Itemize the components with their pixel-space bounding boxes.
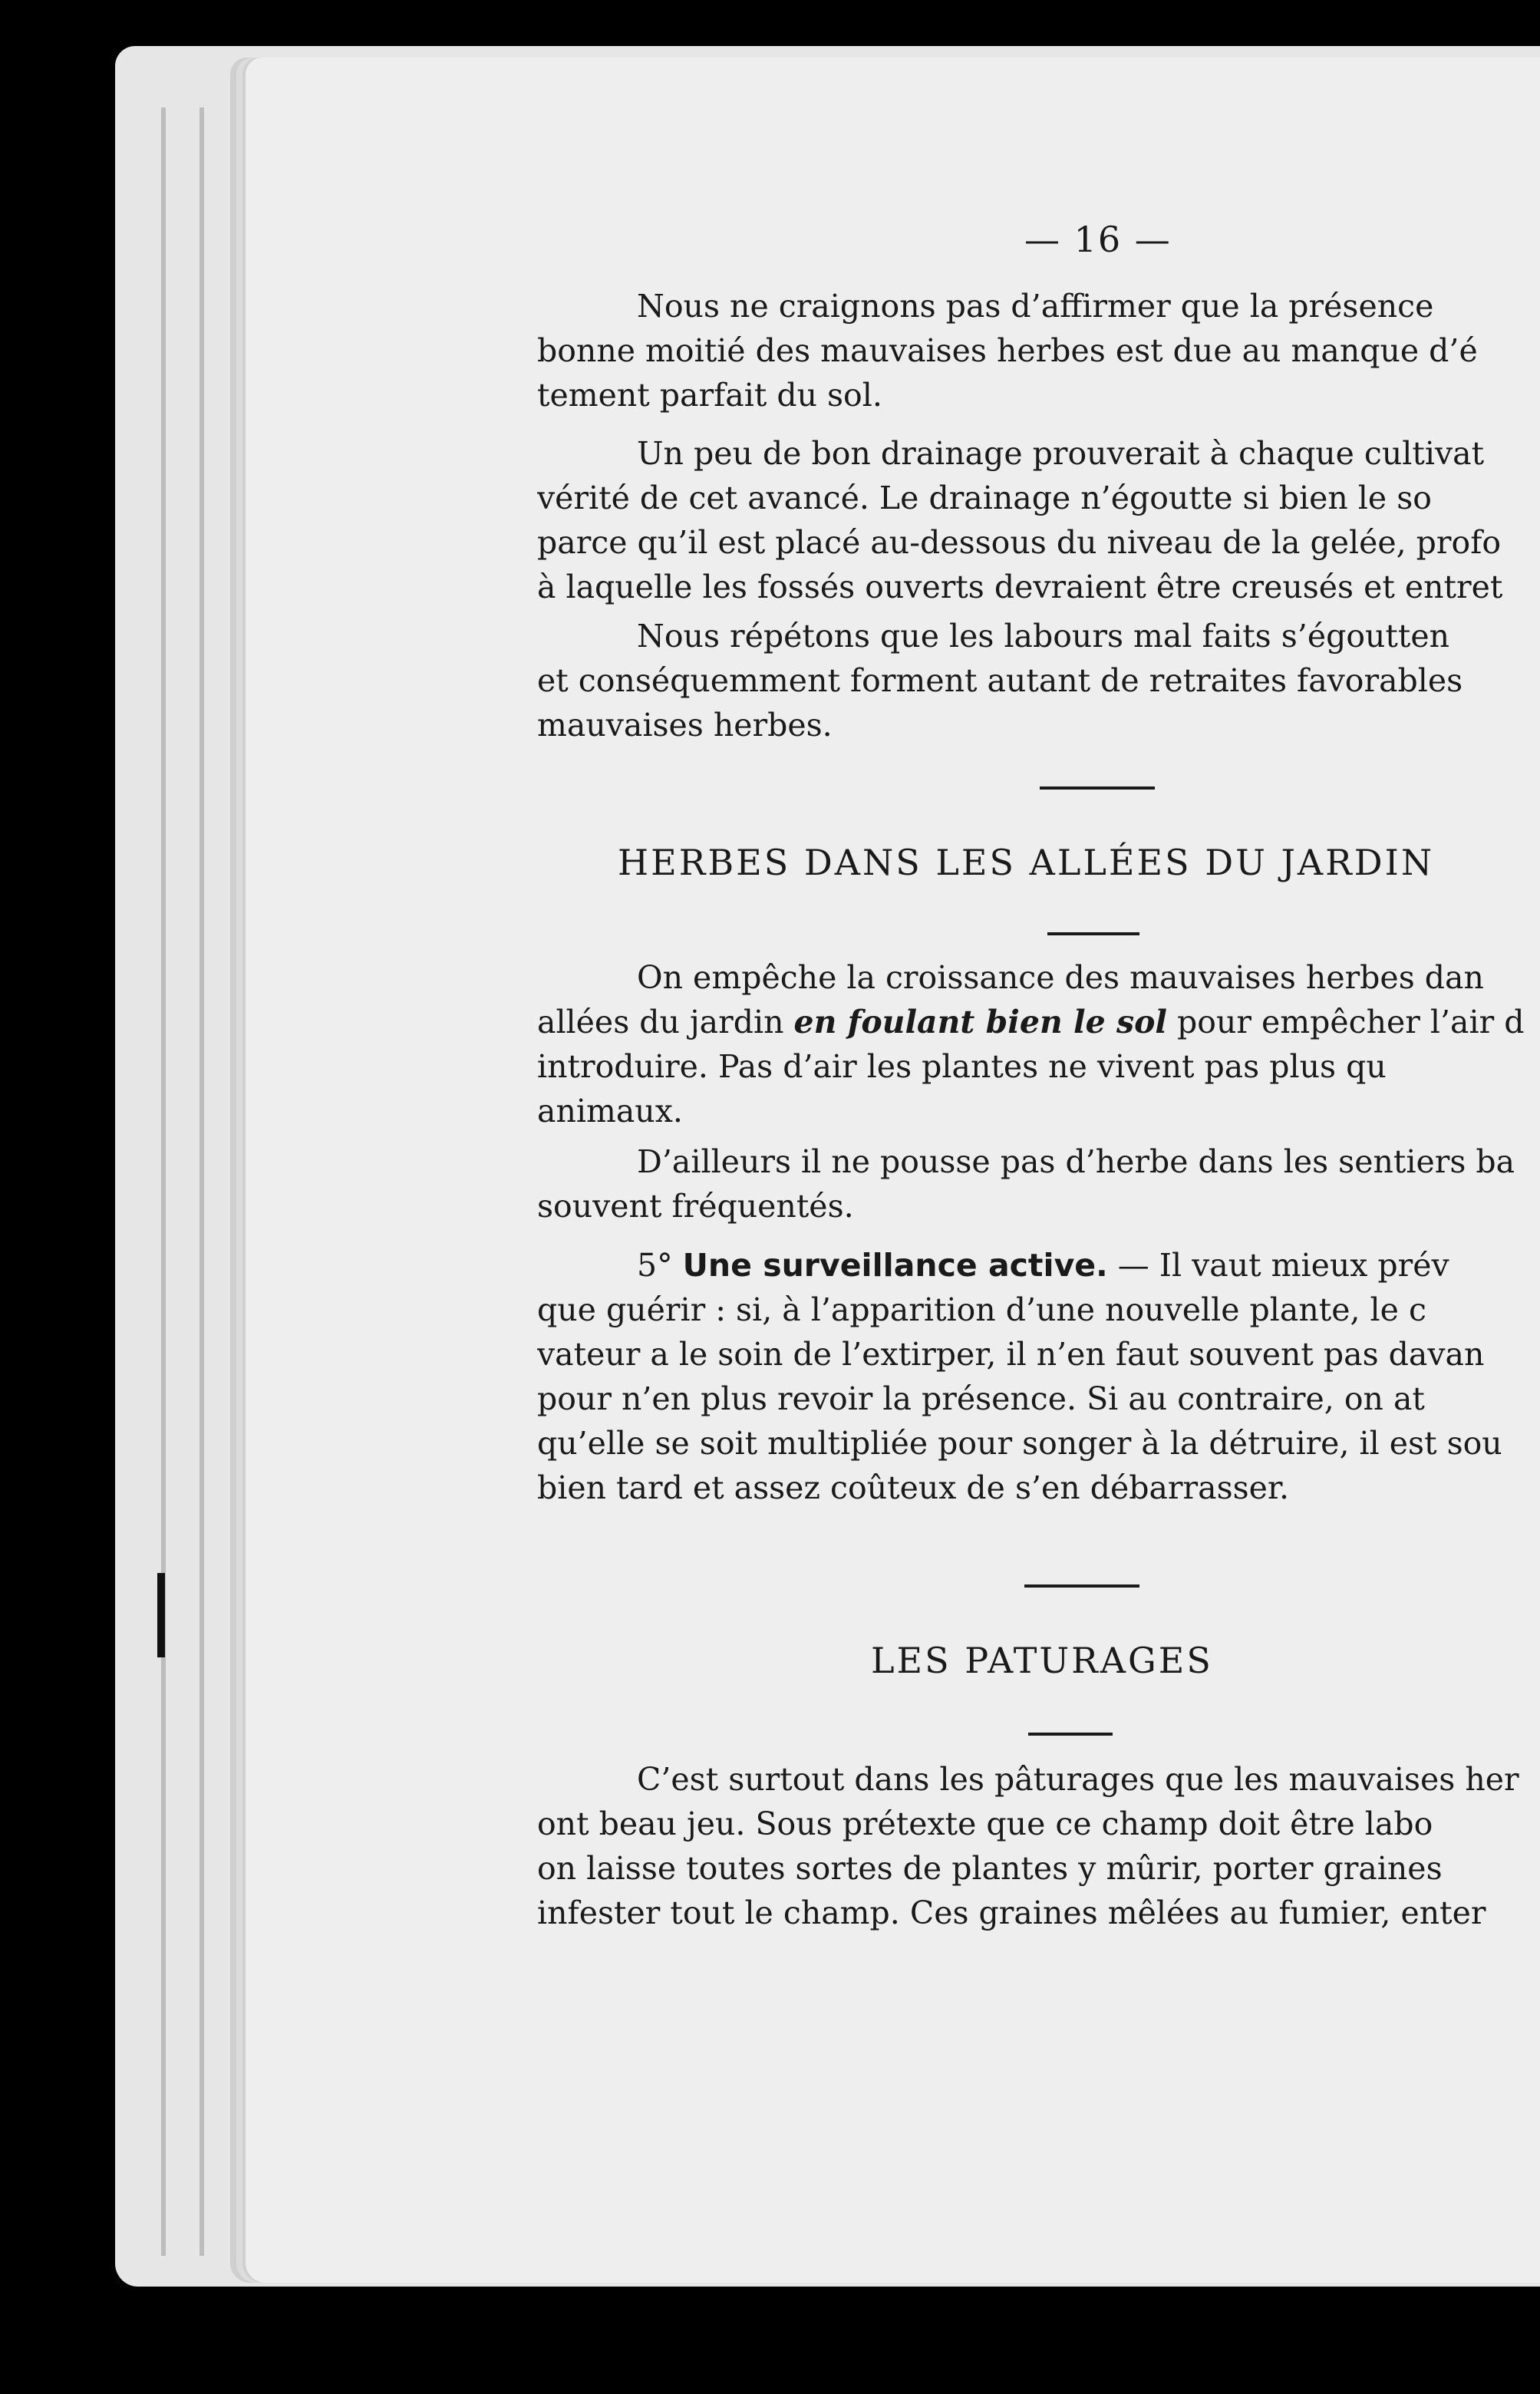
page-edge: [238, 107, 242, 2256]
text-fragment: — Il vaut mieux prév: [1107, 1247, 1449, 1284]
text-line: infester tout le champ. Ces graines mêlées au fumier, enter: [537, 1894, 1486, 1931]
text-line: souvent fréquentés.: [537, 1188, 854, 1225]
surveillance-paragraph: [537, 1243, 1540, 1510]
page-edge: [200, 107, 204, 2256]
section-divider: [1047, 932, 1139, 935]
section-divider: [1028, 1733, 1113, 1736]
text-line: et conséquemment forment autant de retraites favorables: [537, 662, 1463, 699]
text-fragment: pour empêcher l’air d: [1167, 1004, 1525, 1040]
text-line: introduire. Pas d’air les plantes ne vivent pas plus qu: [537, 1048, 1387, 1085]
page-number: — 16 —: [1024, 219, 1172, 260]
text-line: Nous ne craignons pas d’affirmer que la présence: [637, 288, 1434, 325]
text-line: [537, 1243, 1540, 1288]
section-heading-jardin: HERBES DANS LES ALLÉES DU JARDIN: [618, 842, 1435, 883]
text-line: à laquelle les fossés ouverts devraient être creusés et entret: [537, 569, 1503, 605]
drainage-paragraph: [537, 431, 1540, 609]
text-line: Nous répétons que les labours mal faits s’égoutten: [637, 618, 1450, 655]
text-fragment: allées du jardin: [537, 1004, 794, 1040]
text-line: on laisse toutes sortes de plantes y mûrir, porter graines: [537, 1850, 1443, 1887]
section-divider: [1040, 786, 1155, 790]
text-line: C’est surtout dans les pâturages que les mauvaises her: [637, 1761, 1519, 1798]
section-divider: [1024, 1584, 1139, 1588]
item-number: 5°: [637, 1247, 673, 1284]
text-line: bien tard et assez coûteux de s’en débarrasser.: [537, 1469, 1290, 1506]
text-line: qu’elle se soit multipliée pour songer à la détruire, il est sou: [537, 1425, 1502, 1462]
page-body: [537, 223, 1540, 2294]
jardin-paragraph: [537, 955, 1540, 1133]
sentiers-paragraph: [537, 1139, 1540, 1228]
text-line: animaux.: [537, 1093, 683, 1129]
text-line: bonne moitié des mauvaises herbes est due au manque d’é: [537, 332, 1478, 369]
text-line: ont beau jeu. Sous prétexte que ce champ doit être labo: [537, 1805, 1433, 1842]
text-line: vérité de cet avancé. Le drainage n’égoutte si bien le so: [537, 480, 1432, 516]
page-edge: [161, 107, 166, 2256]
item-title: Une surveillance active.: [682, 1247, 1108, 1284]
text-line: pour n’en plus revoir la présence. Si au contraire, on at: [537, 1380, 1425, 1417]
labours-paragraph: [537, 614, 1540, 747]
section-heading-paturages: LES PATURAGES: [871, 1640, 1213, 1681]
bookmark-ribbon: [157, 1573, 165, 1657]
text-line: On empêche la croissance des mauvaises herbes dan: [637, 959, 1484, 996]
text-line: mauvaises herbes.: [537, 707, 833, 744]
text-line: [537, 1000, 1540, 1044]
text-line: que guérir : si, à l’apparition d’une nouvelle plante, le c: [537, 1291, 1426, 1328]
text-line: D’ailleurs il ne pousse pas d’herbe dans les sentiers ba: [637, 1143, 1515, 1180]
text-line: Un peu de bon drainage prouverait à chaque cultivat: [637, 435, 1485, 472]
emphasis-text: en foulant bien le sol: [793, 1004, 1167, 1040]
text-line: vateur a le soin de l’extirper, il n’en faut souvent pas davan: [537, 1336, 1485, 1373]
text-line: parce qu’il est placé au-dessous du niveau de la gelée, profo: [537, 524, 1502, 561]
intro-paragraph: [537, 284, 1540, 417]
paturages-paragraph: [537, 1757, 1540, 1935]
text-line: tement parfait du sol.: [537, 377, 882, 414]
